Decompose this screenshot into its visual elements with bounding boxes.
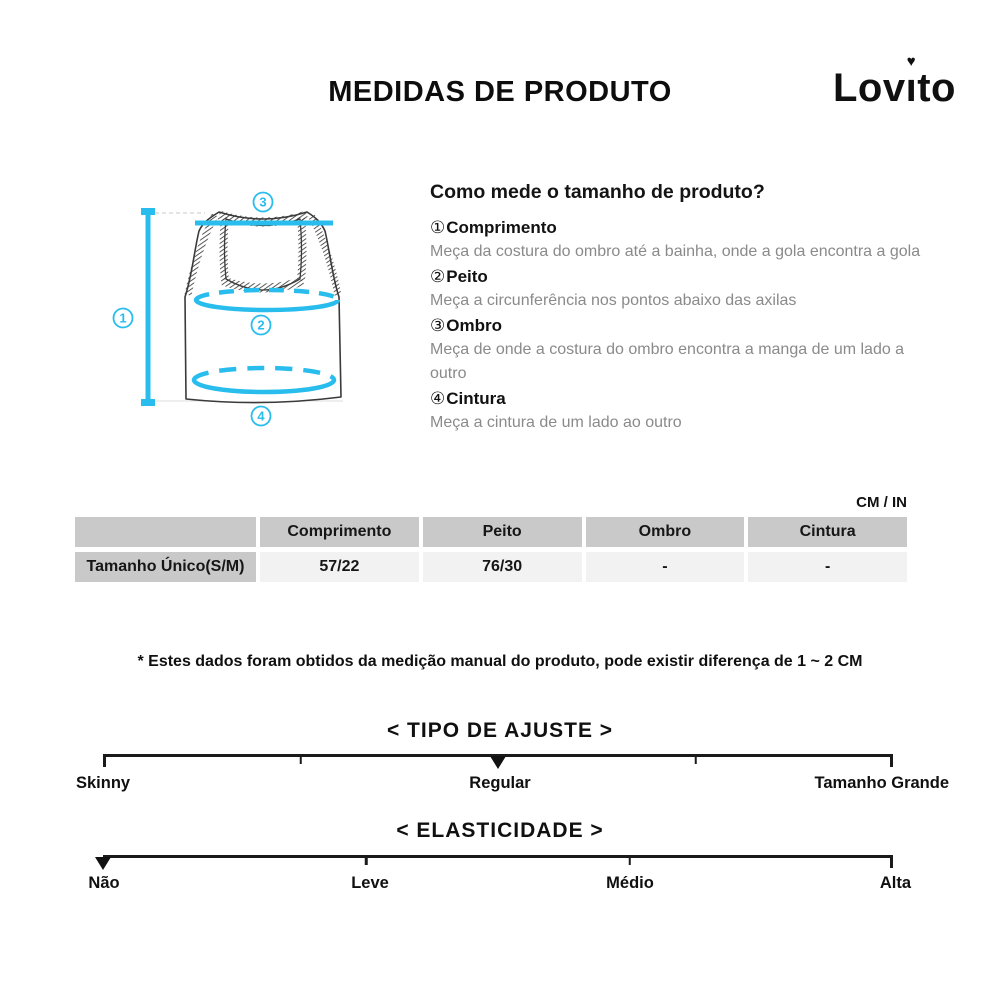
table-header-cintura: Cintura xyxy=(748,517,907,547)
circled-number-4: ④ xyxy=(430,389,446,408)
fit-scale-tick xyxy=(299,754,302,764)
guide-item-label: Cintura xyxy=(446,389,506,408)
table-header-peito: Peito xyxy=(423,517,582,547)
guide-heading: Como mede o tamanho de produto? xyxy=(430,181,765,203)
elasticity-scale-end-tick-right xyxy=(890,855,893,868)
elasticity-scale-tick xyxy=(628,855,631,865)
table-header-empty xyxy=(75,517,256,547)
measurements-table xyxy=(75,517,907,582)
elasticity-label-leve: Leve xyxy=(351,874,389,892)
fit-scale-track xyxy=(103,754,893,770)
garment-diagram xyxy=(85,175,415,440)
table-value-comprimento: 57/22 xyxy=(260,552,419,582)
measure-guide xyxy=(430,181,922,435)
elasticity-scale-bar xyxy=(103,855,893,858)
table-header-comprimento: Comprimento xyxy=(260,517,419,547)
brand-logo-text: Lov xyxy=(832,66,906,110)
badge-2 xyxy=(252,316,271,335)
table-value-cintura: - xyxy=(748,552,907,582)
brand-logo: Lovı ♥ to xyxy=(832,53,956,110)
svg-text:1: 1 xyxy=(119,310,127,326)
guide-item-desc: Meça da costura do ombro até a bainha, onde a gola encontra a gola xyxy=(430,243,921,260)
fit-scale-tick xyxy=(694,754,697,764)
guide-item-desc: Meça a cintura de um lado ao outro xyxy=(430,414,682,431)
fit-label-tamanho-grande: Tamanho Grande xyxy=(814,774,949,792)
guide-item-peito xyxy=(430,264,922,313)
elasticity-label-nao: Não xyxy=(88,874,120,892)
table-value-peito: 76/30 xyxy=(423,552,582,582)
table-header-ombro: Ombro xyxy=(586,517,745,547)
badge-4 xyxy=(252,407,271,426)
elasticity-label-alta: Alta xyxy=(879,874,911,892)
elasticity-scale-heading: < ELASTICIDADE > xyxy=(396,819,604,842)
elasticity-label-medio: Médio xyxy=(606,874,654,892)
table-row-label: Tamanho Único(S/M) xyxy=(75,552,256,582)
badge-1 xyxy=(114,309,133,328)
guide-item-label: Ombro xyxy=(446,316,502,335)
elasticity-scale-marker-icon xyxy=(95,857,111,870)
measure-length xyxy=(141,208,155,406)
fit-scale-end-tick-left xyxy=(103,754,106,767)
garment-trim-strap-right xyxy=(301,217,303,281)
circled-number-3: ③ xyxy=(430,316,446,335)
table-value-ombro: - xyxy=(586,552,745,582)
fit-label-regular: Regular xyxy=(469,774,531,792)
guide-item-label: Comprimento xyxy=(446,218,557,237)
heart-icon: ♥ xyxy=(906,53,917,70)
guide-item-comprimento xyxy=(430,215,922,264)
page-title: MEDIDAS DE PRODUTO xyxy=(328,76,672,108)
elasticity-scale-track xyxy=(103,855,893,871)
circled-number-1: ① xyxy=(430,218,446,237)
svg-text:3: 3 xyxy=(259,194,267,210)
elasticity-scale-tick xyxy=(365,855,368,865)
guide-item-cintura xyxy=(430,386,922,435)
circled-number-2: ② xyxy=(430,267,446,286)
unit-label: CM / IN xyxy=(856,494,907,511)
svg-text:4: 4 xyxy=(257,408,265,424)
guide-item-desc: Meça a circunferência nos pontos abaixo das axilas xyxy=(430,292,797,309)
guide-item-desc: Meça de onde a costura do ombro encontra a manga de um lado a outro xyxy=(430,341,905,382)
garment-trim-strap-left xyxy=(224,217,226,281)
fit-scale-end-tick-right xyxy=(890,754,893,767)
badge-3 xyxy=(254,193,273,212)
guide-item-ombro xyxy=(430,313,922,386)
garment-neck-opening xyxy=(225,219,302,290)
measurement-footnote: * Estes dados foram obtidos da medição manual do produto, pode existir diferença de 1 ~ 2 CM xyxy=(137,653,863,670)
fit-label-skinny: Skinny xyxy=(76,774,131,792)
guide-item-label: Peito xyxy=(446,267,488,286)
svg-text:2: 2 xyxy=(257,317,265,333)
fit-scale-heading: < TIPO DE AJUSTE > xyxy=(386,719,614,742)
fit-scale-marker-icon xyxy=(490,756,506,769)
